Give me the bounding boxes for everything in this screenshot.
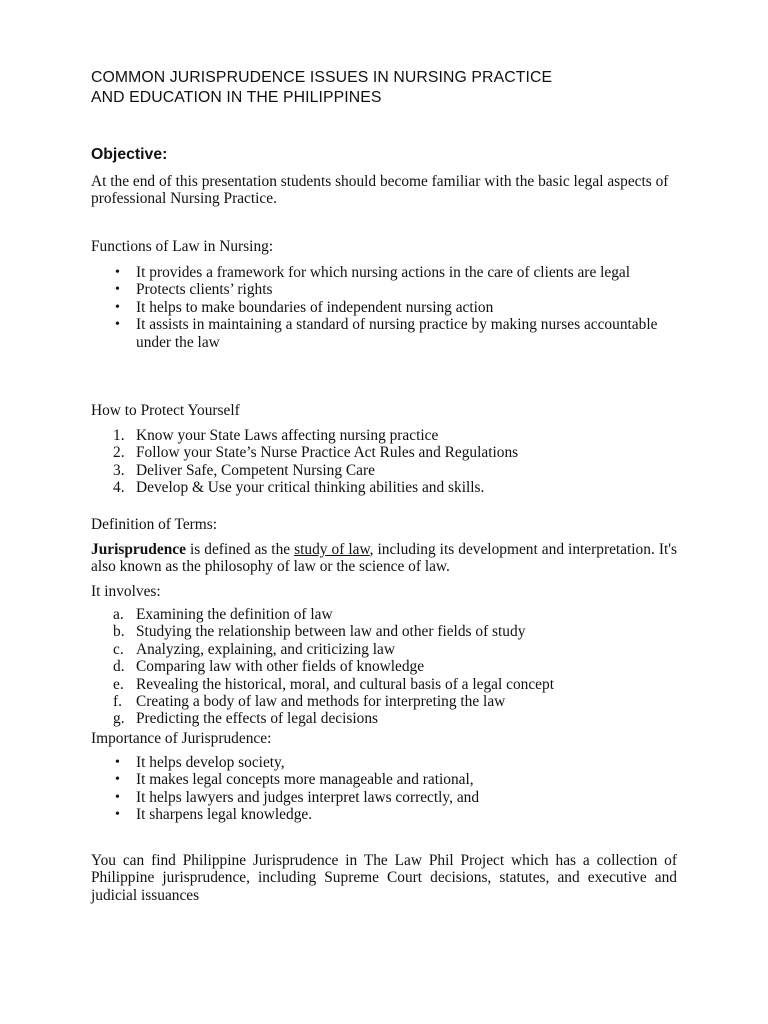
list-item: • It makes legal concepts more manageable and rational,: [115, 771, 474, 789]
study-of-law-link[interactable]: study of law: [294, 541, 370, 558]
title-line-1: COMMON JURISPRUDENCE ISSUES IN NURSING PRACTICE: [91, 69, 553, 86]
document-page: [91, 68, 677, 904]
bullet-glyph: •: [115, 317, 120, 333]
functions-list: [91, 264, 677, 351]
importance-list: [91, 754, 677, 824]
objective-text: At the end of this presentation students should become familiar with the basic legal aspects of professional Nursing Practice.: [91, 173, 669, 208]
protect-heading: How to Protect Yourself: [91, 402, 240, 419]
bullet-glyph: •: [115, 755, 120, 770]
list-item: c. Analyzing, explaining, and criticizing law: [113, 640, 395, 658]
list-item: a. Examining the definition of law: [113, 606, 333, 623]
document-title: [91, 68, 677, 108]
title-line-2: AND EDUCATION IN THE PHILIPPINES: [91, 89, 382, 106]
list-item: b. Studying the relationship between law and other fields of study: [113, 623, 526, 641]
closing-paragraph: You can find Philippine Jurisprudence in The Law Phil Project which has a collection of Philippine jurisprudence, including Supreme Court decisions, statutes, and executive and judicial issuances: [91, 852, 677, 904]
list-item: • It assists in maintaining a standard of nursing practice by making nurses accountable under the law: [115, 316, 658, 351]
bullet-glyph: •: [115, 772, 120, 788]
list-item: g. Predicting the effects of legal decisions: [113, 710, 379, 728]
bullet-glyph: •: [115, 265, 120, 280]
definition-paragraph: Jurisprudence is defined as the study of law, including its development and interpretation. It's also known as the philosophy of law or the science of law.: [91, 541, 677, 576]
list-item: • It helps to make boundaries of independent nursing action: [115, 298, 494, 316]
bullet-glyph: •: [115, 807, 120, 823]
list-item: 4. Develop & Use your critical thinking abilities and skills.: [113, 479, 485, 497]
protect-list: [91, 427, 677, 497]
list-item: • It helps develop society,: [115, 754, 285, 771]
objective-heading: Objective:: [91, 146, 168, 163]
list-item: • It provides a framework for which nursing actions in the care of clients are legal: [115, 264, 631, 281]
bullet-glyph: •: [115, 282, 120, 298]
involves-heading: It involves:: [91, 583, 161, 600]
list-item: e. Revealing the historical, moral, and cultural basis of a legal concept: [113, 675, 554, 693]
list-item: 2. Follow your State’s Nurse Practice Act Rules and Regulations: [113, 444, 519, 462]
list-item: f. Creating a body of law and methods for interpreting the law: [113, 693, 506, 711]
list-item: • It sharpens legal knowledge.: [115, 806, 313, 824]
definition-heading: Definition of Terms:: [91, 516, 218, 533]
list-item: • Protects clients’ rights: [115, 281, 273, 299]
list-item: • It helps lawyers and judges interpret laws correctly, and: [115, 788, 480, 806]
term-jurisprudence: Jurisprudence: [91, 541, 186, 558]
list-item: 3. Deliver Safe, Competent Nursing Care: [113, 461, 375, 479]
bullet-glyph: •: [115, 789, 120, 805]
importance-heading: Importance of Jurisprudence:: [91, 730, 272, 747]
list-item: d. Comparing law with other fields of knowledge: [113, 658, 425, 676]
bullet-glyph: •: [115, 299, 120, 315]
involves-list: [91, 606, 677, 728]
functions-heading: Functions of Law in Nursing:: [91, 238, 274, 255]
list-item: 1. Know your State Laws affecting nursing practice: [113, 427, 439, 444]
